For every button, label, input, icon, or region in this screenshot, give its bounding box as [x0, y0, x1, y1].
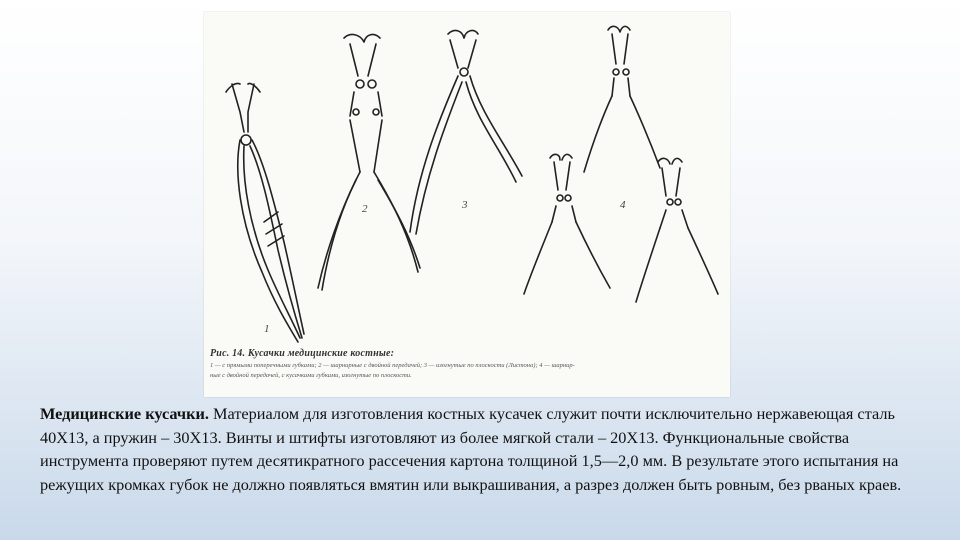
caption-title: Рис. 14. Кусачки медицинские костные: — [210, 348, 395, 359]
instrument-2-double-action — [318, 35, 420, 290]
figure-caption — [210, 348, 724, 379]
label-2: 2 — [362, 203, 368, 215]
instrument-1-straight-cutter — [226, 83, 304, 342]
instrument-figure — [204, 12, 730, 397]
description-paragraph — [40, 402, 940, 496]
instrument-4b-small-cutter — [524, 154, 610, 294]
label-3: 3 — [462, 199, 468, 211]
instrument-4a-small-cutter — [584, 26, 660, 172]
caption-line-1: 1 — с прямыми поперечными губками; 2 — шарнирные с двойной передачей; 3 — изогнутые по плоскости (Листона); 4 — шарнир- — [210, 362, 575, 369]
label-1: 1 — [264, 323, 270, 335]
instrument-4c-small-cutter — [636, 158, 718, 302]
instruments-illustration — [204, 12, 730, 397]
paragraph-body: Материалом для изготовления костных кусачек служит почти исключительно нержавеющая сталь 40Х13, а пружин – 30Х13. Винты и штифты изготовляют из более мягкой стали – 20Х13. Функциональные свойства инструмента проверяют путем десятикратного рассечения картона толщиной 1,5—2,0 мм. В результате этого испытания на режущих кромках губок не должно появляться вмятин или выкрашивания, а разрез должен быть ровным, без рваных краев. — [40, 404, 902, 494]
caption-line-2: ные с двойной передачей, с кусачками губками, изогнутые по плоскости. — [210, 372, 412, 379]
label-4: 4 — [620, 199, 626, 211]
paragraph-heading: Медицинские кусачки. — [40, 404, 209, 423]
